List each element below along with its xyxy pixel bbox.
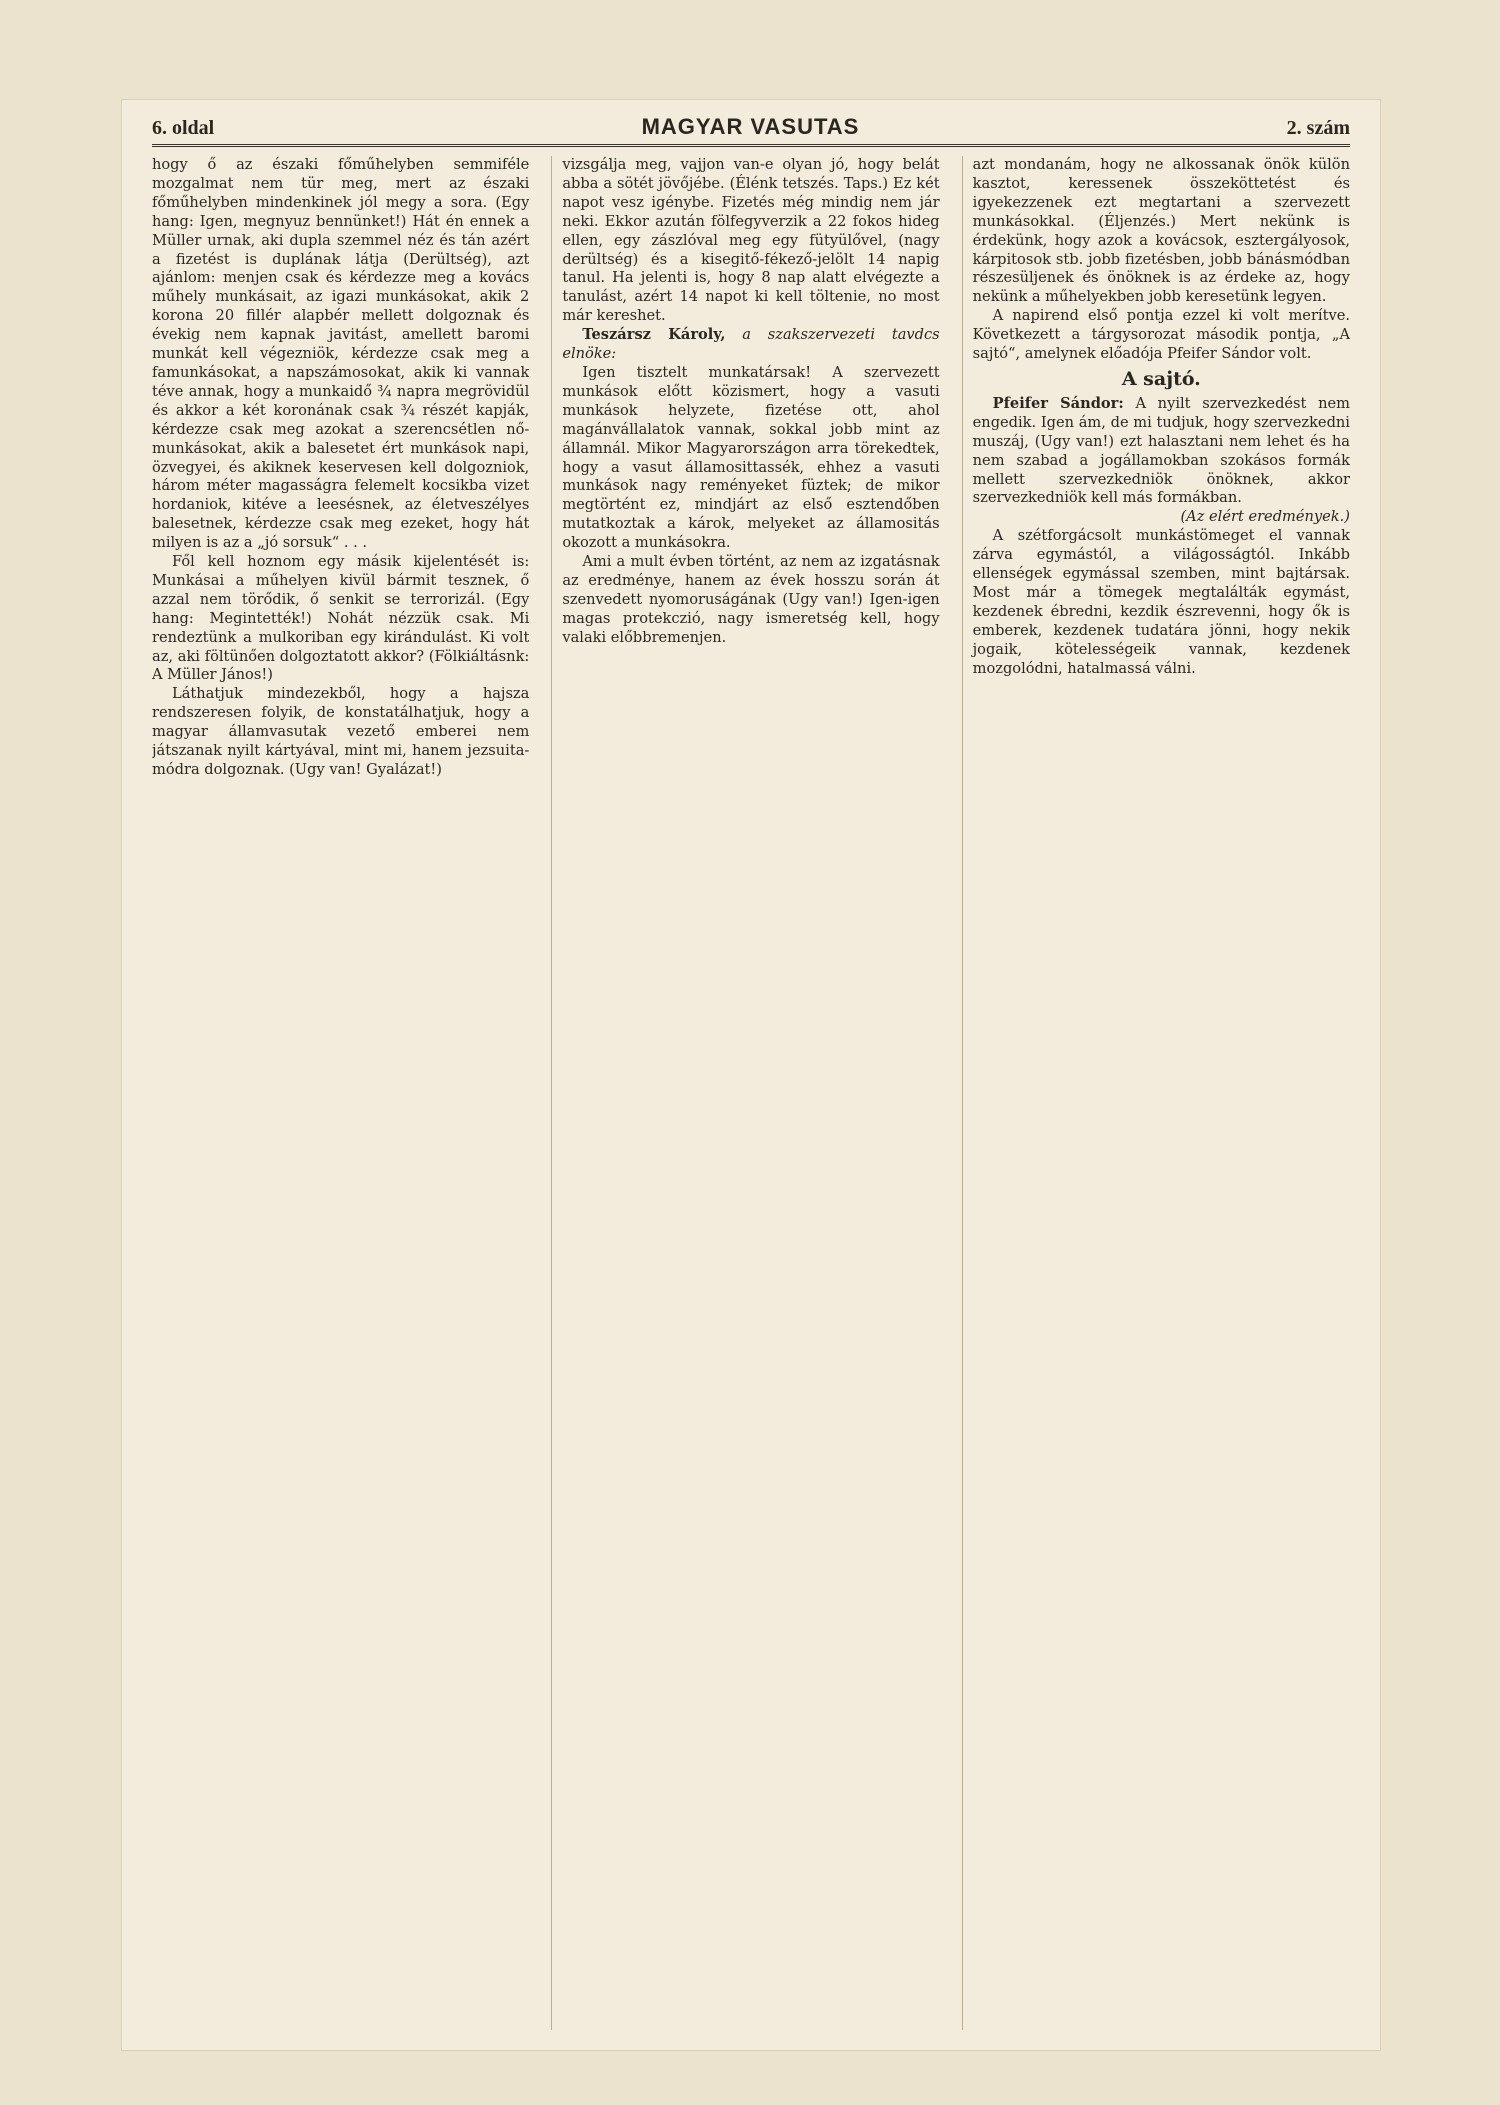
paragraph: Fől kell hoznom egy másik kijelentését is: Munkásai a műhelyen kivül bármit tesznek, ő azzal nem törődik, ő senkit se terrorizál. (Egy hang: Megintették!) Nohát nézzük csak. Mi rendeztünk a mulkoriban egy kirándulást. Ki volt az, aki föltünően dolgoztatott akkor? (Fölkiáltásnk: A Müller János!): [152, 553, 530, 684]
newspaper-page: [122, 100, 1380, 2050]
paragraph: hogy ő az északi főműhelyben semmiféle mozgalmat nem tür meg, mert az északi főműhelyben mindenkinek jól megy a sora. (Egy hang: Igen, megnyuz bennünket!) Hát én ennek a Müller urnak, aki dupla szemmel néz és tán azért a fizetést is duplának látja (Derültség), azt ajánlom: menjen csak és kérdezze meg a kovács műhely munkásait, az igazi munkásokat, akik 2 korona 20 fillér alapbér mellett dolgoznak és évekig nem kapnak javitást, amellett baromi munkát kell végezniök, kérdezze csak meg a famunkásokat, a napszámosokat, akik ki vannak téve annak, hogy a munkaidő ¾ napra megrövidül és akkor a két koronának csak ¾ részét kapják, kérdezze csak meg azokat a szerencsétlen nő-munkásokat, akik a balesetet ért munkások napi, özvegyei, és akiknek keservesen kell dolgozniok, három méter magasságra felemelt kocsikba vizet hordaniok, kitéve a leesésnek, az életveszélyes balesetnek, kérdezze csak meg ezeket, hogy hát milyen is az a „jó sorsuk“ . . .: [152, 156, 530, 552]
masthead-title: MAGYAR VASUTAS: [641, 114, 860, 139]
paragraph: A napirend első pontja ezzel ki volt merítve. Következett a tárgysorozat második pontja, „A sajtó“, amelynek előadója Pfeifer Sándor volt.: [972, 307, 1350, 363]
column-2: [551, 156, 939, 2030]
column-1: [152, 156, 529, 2030]
paragraph: Ami a mult évben történt, az nem az izgatásnak az eredménye, hanem az évek hosszu során át szenvedett nyomoruságának (Ugy van!) Igen-igen magas protekczió, nagy ismeretség kell, hogy valaki előbbremenjen.: [562, 553, 940, 646]
speaker-role: a szakszervezeti tavdcs elnöke:: [562, 326, 940, 363]
paragraph: azt mondanám, hogy ne alkossanak önök külön kasztot, keressenek összeköttetést és igyekezzenek ezt megtartani a szervezett munkásokkal. (Éljenzés.) Mert nekünk is érdekünk, hogy azok a kovácsok, esztergályosok, kárpitosok stb. jobb fizetésben, jobb bánásmódban részesüljenek és önöknek is az érdeke az, hogy nekünk a műhelyekben jobb keresetünk legyen.: [972, 156, 1350, 306]
page-header: [152, 108, 1350, 147]
page-number: 6. oldal: [152, 117, 215, 139]
issue-number: 2. szám: [1286, 117, 1350, 139]
speaker-name: Teszársz Károly,: [582, 326, 726, 344]
speaker-line: [973, 395, 1350, 508]
section-title: A sajtó.: [1121, 367, 1201, 390]
paragraph: Láthatjuk mindezekből, hogy a hajsza rendszeresen folyik, de konstatálhatjuk, hogy a magyar államvasutak vezető emberei nem játszanak nyilt kártyával, mint mi, hanem jezsuita-módra dolgoznak. (Ugy van! Gyalázat!): [152, 685, 530, 778]
paragraph: vizsgálja meg, vajjon van-e olyan jó, hogy belát abba a sötét jövőjébe. (Élénk tetszés. Taps.) Ez két napot vesz igénybe. Fizetés még mindig nem jár neki. Ekkor azután fölfegyverzik a 22 fokos hideg ellen, egy zászlóval meg egy fütyülővel, (nagy derültség) és a kisegitő-fékező-jelölt 14 napig tanul. Ha jelenti is, hogy 8 nap alatt elvégezte a tanulást, azért 14 napot ki kell töltenie, no most már kereshet.: [562, 156, 940, 325]
speaker-name: Pfeifer Sándor:: [992, 394, 1124, 412]
column-3: [962, 156, 1350, 2030]
article-columns: [152, 156, 1350, 2030]
paragraph: A nyilt szervezkedést nem engedik. Igen ám, de mi tudjuk, hogy szervezkedni muszáj, (Ugy van!) ezt halasztani nem lehet és ha nem szabad a jogállamokban szokásos formák mellett szervezkedniök önöknek, akkor szervezkedniök kell más formákban.: [972, 394, 1350, 507]
paragraph: Igen tisztelt munkatársak! A szervezett munkások előtt közismert, hogy a vasuti munkások helyzete, fizetése ott, ahol magánvállalatok vannak, sokkal jobb mint az államnál. Mikor Magyarországon arra törekedtek, hogy a vasut államosittassék, ehhez a vasuti munkások nagy reményeket füztek; de mikor megtörtént ez, mindjárt az első esztendőben mutatkoztak a károk, melyeket az államositás okozott a munkásokra.: [562, 363, 940, 552]
paragraph: A szétforgácsolt munkástömeget el vannak zárva egymástól, a világosságtól. Inkább ellenségek egymással szemben, mint bajtársak. Most már a tömegek megtalálták egymást, kezdenek ébredni, kezdik észrevenni, hogy ők is emberek, kezdenek tudatára jönni, hogy nekik jogaik, kötelességeik vannak, kezdenek mozgolódni, hatalmassá válni.: [972, 527, 1350, 677]
subheading: (Az elért eredmények.): [1180, 508, 1350, 526]
speaker-line: [562, 326, 939, 364]
